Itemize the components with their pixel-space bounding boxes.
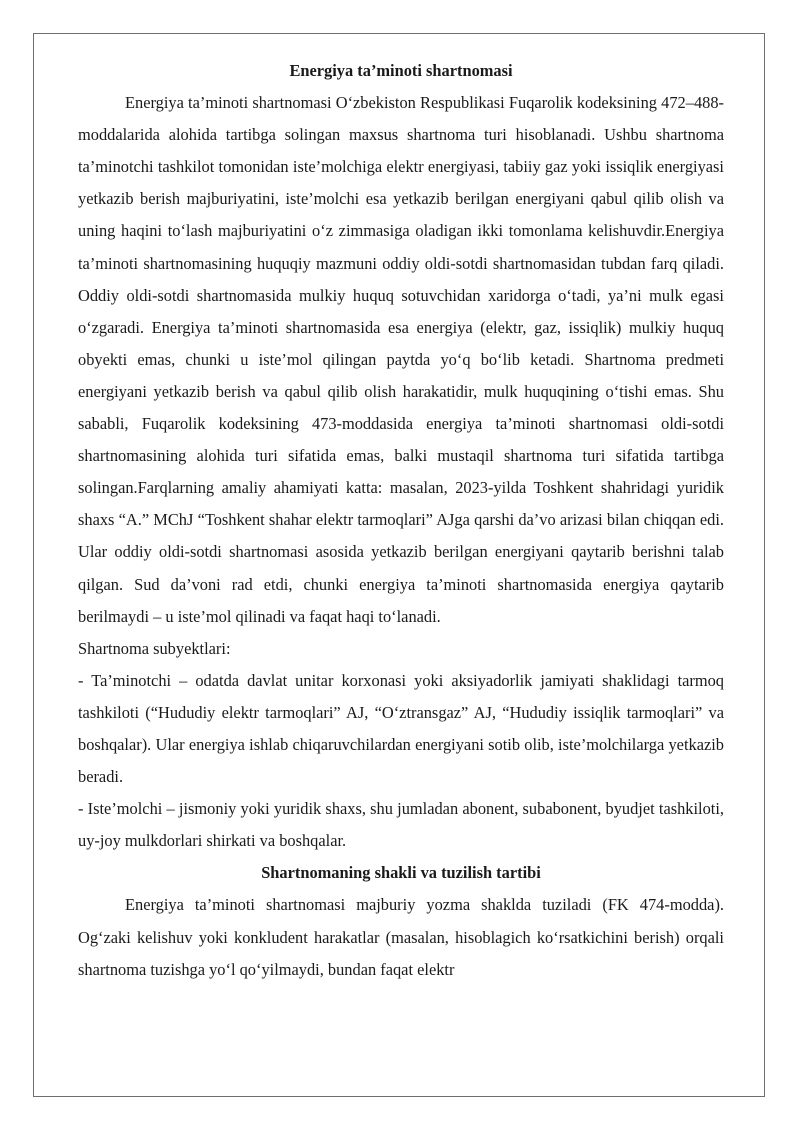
section-heading: Shartnomaning shakli va tuzilish tartibi <box>261 863 541 883</box>
document-body <box>78 55 724 986</box>
subjects-label: Shartnoma subyektlari: <box>78 638 231 658</box>
document-title: Energiya ta’minoti shartnomasi <box>289 61 513 80</box>
consumer-item: - Iste’molchi – jismoniy yoki yuridik shaxs, shu jumladan abonent, subabonent, byudjet tashkiloti, uy-joy mulkdorlari shirkati va boshqalar. <box>78 799 724 851</box>
section-paragraph: Energiya ta’minoti shartnomasi majburiy yozma shaklda tuziladi (FK 474-modda). Og‘zaki kelishuv yoki konkludent harakatlar (masalan, hisoblagich ko‘rsatkichini berish) orqali shartnoma tuzishga yo‘l qo‘yilmaydi, bundan faqat elektr <box>78 895 724 979</box>
intro-paragraph: Energiya ta’minoti shartnomasi O‘zbekiston Respublikasi Fuqarolik kodeksining 472–488-moddalarida alohida tartibga solingan maxsus shartnoma turi hisoblanadi. Ushbu shartnoma ta’minotchi tashkilot tomonidan iste’molchiga elektr energiyasi, tabiiy gaz yoki issiqlik energiyasi yetkazib berish majburiyatini, iste’molchi esa yetkazib berilgan energiyani qabul qilib olish va uning haqini to‘lash majburiyatini o‘z zimmasiga oladigan ikki tomonlama kelishuvdir.Energiya ta’minoti shartnomasining huquqiy mazmuni oddiy oldi-sotdi shartnomasidan tubdan farq qiladi. Oddiy oldi-sotdi shartnomasida mulkiy huquq sotuvchidan xaridorga o‘tadi, ya’ni mulk egasi o‘zgaradi. Energiya ta’minoti shartnomasida esa energiya (elektr, gaz, issiqlik) mulkiy huquq obyekti emas, chunki u iste’mol qilingan paytda yo‘q bo‘lib ketadi. Shartnoma predmeti energiyani yetkazib berish va qabul qilib olish harakatidir, mulk huquqining o‘tishi emas. Shu sababli, Fuqarolik kodeksining 473-moddasida energiya ta’minoti shartnomasi oldi-sotdi shartnomasining alohida turi sifatida emas, balki mustaqil shartnoma turi sifatida tartibga solingan.Farqlarning amaliy ahamiyati katta: masalan, 2023-yilda Toshkent shahridagi yuridik shaxs “A.” MChJ “Toshkent shahar elektr tarmoqlari” AJga qarshi da’vo arizasi bilan chiqqan edi. Ular oddiy oldi-sotdi shartnomasi asosida yetkazib berilgan energiyani qaytarib berishni talab qilgan. Sud da’voni rad etdi, chunki energiya ta’minoti shartnomasida energiya qaytarib berilmaydi – u iste’mol qilinadi va faqat haqi to‘lanadi. <box>78 93 724 626</box>
supplier-item: - Ta’minotchi – odatda davlat unitar korxonasi yoki aksiyadorlik jamiyati shaklidagi tarmoq tashkiloti (“Hududiy elektr tarmoqlari” AJ, “O‘ztransgaz” AJ, “Hududiy issiqlik tarmoqlari” va boshqalar). Ular energiya ishlab chiqaruvchilardan energiyani sotib olib, iste’molchilarga yetkazib beradi. <box>78 670 724 787</box>
